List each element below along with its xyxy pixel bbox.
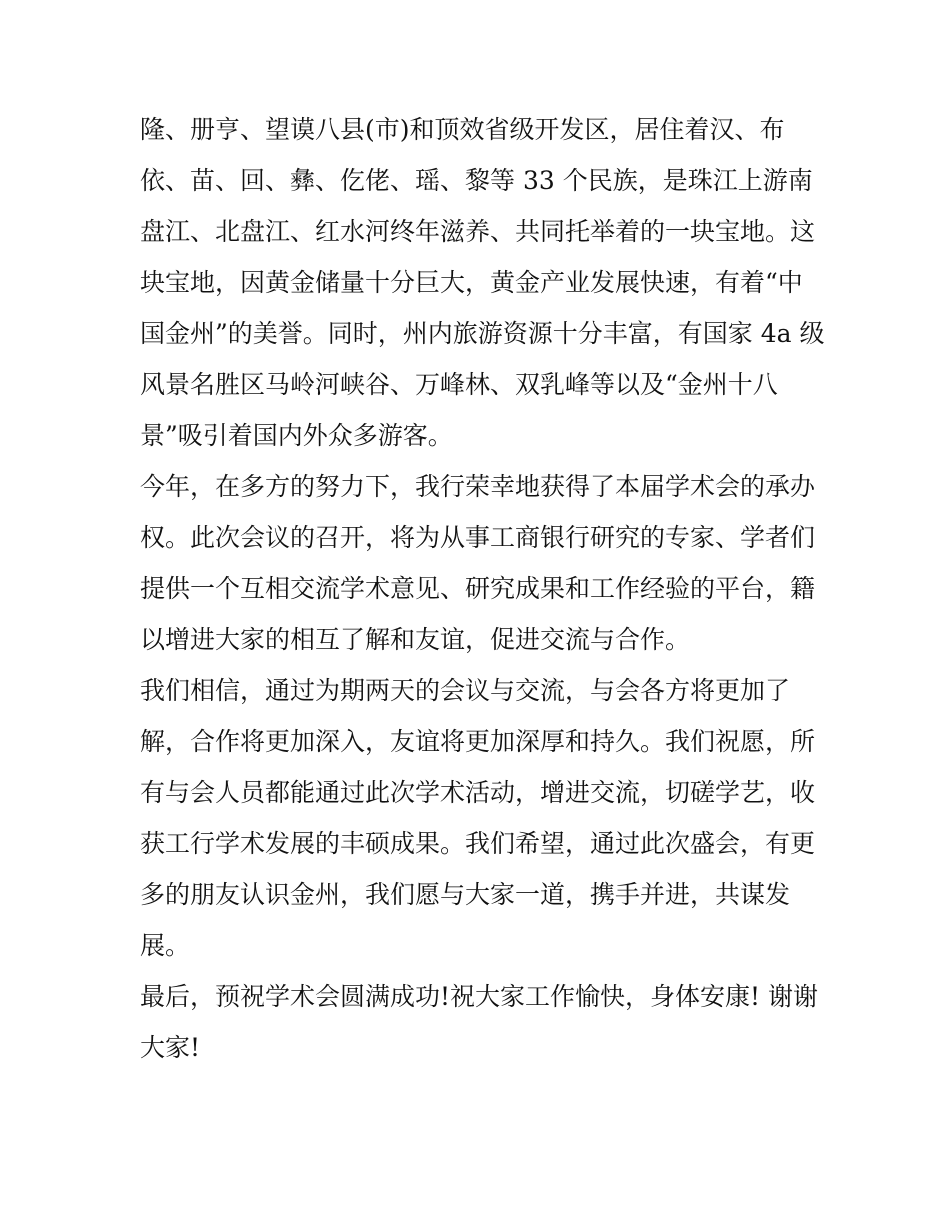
text-line: 展。 (140, 931, 191, 960)
text-line: 我们相信，通过为期两天的会议与交流，与会各方将更加了 (140, 676, 791, 705)
text-line: 大家! (140, 1033, 201, 1062)
text-line: 国金州”的美誉。同时，州内旅游资源十分丰富，有国家 4a 级 (140, 319, 825, 348)
text-line: 解，合作将更加深入，友谊将更加深厚和持久。我们祝愿，所 (140, 727, 816, 756)
text-line: 依、苗、回、彝、仡佬、瑶、黎等 33 个民族，是珠江上游南 (140, 166, 813, 195)
text-line: 今年，在多方的努力下，我行荣幸地获得了本届学术会的承办 (140, 472, 816, 501)
text-line: 景”吸引着国内外众多游客。 (140, 421, 453, 450)
text-line: 盘江、北盘江、红水河终年滋养、共同托举着的一块宝地。这 (140, 217, 816, 246)
text-line: 最后，预祝学术会圆满成功!祝大家工作愉快，身体安康! 谢谢 (140, 982, 819, 1011)
text-line: 获工行学术发展的丰硕成果。我们希望，通过此次盛会，有更 (140, 829, 816, 858)
text-line: 隆、册亨、望谟八县(市)和顶效省级开发区，居住着汉、布 (140, 115, 785, 144)
text-line: 权。此次会议的召开，将为从事工商银行研究的专家、学者们 (140, 523, 816, 552)
text-line: 提供一个互相交流学术意见、研究成果和工作经验的平台，籍 (140, 574, 816, 603)
text-line: 风景名胜区马岭河峡谷、万峰林、双乳峰等以及“金州十八 (140, 370, 778, 399)
text-line: 块宝地，因黄金储量十分巨大，黄金产业发展快速，有着“中 (140, 268, 803, 297)
text-line: 多的朋友认识金州，我们愿与大家一道，携手并进，共谋发 (140, 880, 791, 909)
document-body (140, 104, 825, 1073)
text-line: 以增进大家的相互了解和友谊，促进交流与合作。 (140, 625, 691, 654)
text-line: 有与会人员都能通过此次学术活动，增进交流，切磋学艺，收 (140, 778, 816, 807)
